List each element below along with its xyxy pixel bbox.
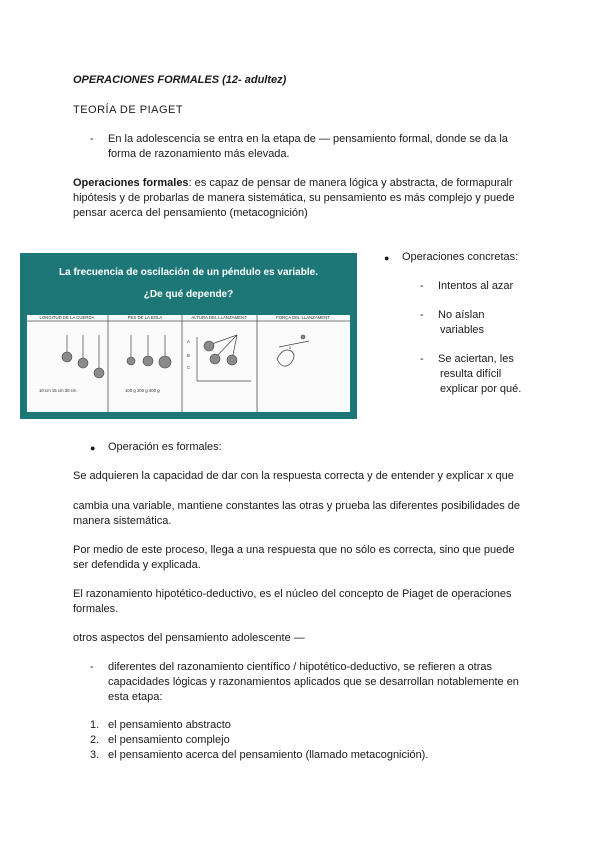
column-label-length: LONGITUD DE LA CUERDA (39, 315, 95, 320)
concrete-item-3-marker: - (420, 353, 424, 365)
figure-subtitle: ¿De qué depende? (143, 289, 234, 300)
column-label-force: FORÇA DEL LLANZAMENT (276, 315, 330, 320)
document-title: OPERACIONES FORMALES (12- adultez) (73, 74, 287, 86)
numbered-1-num: 1. (90, 719, 100, 731)
pendulum-diagram (27, 315, 350, 412)
column-label-weight: PES DE LA BOLA (127, 315, 163, 320)
pendulum-ball-400g (159, 356, 171, 368)
pendulum-ball-10cm (62, 352, 72, 362)
definition-line3: pensar acerca del pensamiento (metacognición) (73, 207, 308, 219)
label-b: B (187, 353, 190, 358)
paragraph-3-line2: ser defendida y explicada. (73, 559, 201, 571)
paragraph-2-line1: cambia una variable, mantiene constantes las otras y prueba las diferentes posibilidades de (73, 500, 520, 512)
concrete-item-3-line2: resulta difícil (440, 368, 502, 380)
pendulum-ball-200g (143, 356, 153, 366)
concrete-item-2-marker: - (420, 309, 424, 321)
concrete-item-2-line1: No aíslan (438, 309, 485, 321)
definition-text1: : es capaz de pensar de manera lógica y abstracta, de formapuralr (188, 177, 513, 189)
pendulum-ball-100g (127, 357, 135, 365)
label-c: C (187, 365, 191, 370)
intro-bullet-line1: En la adolescencia se entra en la etapa de — pensamiento formal, donde se da la (108, 133, 508, 145)
numbered-2-text: el pensamiento complejo (108, 734, 230, 746)
pendulum-ball-15cm (78, 358, 88, 368)
paragraph-4-line1: El razonamiento hipotético-deductivo, es el núcleo del concepto de Piaget de operaciones (73, 588, 512, 600)
concrete-item-2-line2: variables (440, 324, 485, 336)
concrete-item-1-marker: - (420, 280, 424, 292)
theory-heading: TEORÍA DE PIAGET (73, 104, 184, 116)
formal-bullet-icon: ● (90, 443, 96, 453)
paragraph-4-line2: formales. (73, 603, 119, 615)
concrete-bullet-icon: ● (384, 253, 390, 263)
concrete-item-3-line3: explicar por qué. (440, 383, 522, 395)
paragraph-5: otros aspectos del pensamiento adolescente — (73, 632, 305, 644)
label-x: x (289, 345, 292, 350)
intro-bullet-line2: forma de razonamiento más elevada. (108, 148, 290, 160)
pendulum-ball-a (204, 341, 214, 351)
concrete-item-3-line1: Se aciertan, les (438, 353, 514, 365)
numbered-3-text: el pensamiento acerca del pensamiento (llamado metacognición). (108, 749, 429, 761)
numbered-2-num: 2. (90, 734, 100, 746)
pendulum-ball-c (227, 355, 237, 365)
figure-panel (27, 315, 350, 412)
formal-heading: Operación es formales: (108, 441, 222, 453)
aspects-line3: esta etapa: (108, 691, 163, 703)
intro-bullet-marker: - (90, 133, 94, 145)
weight-caption: 100 g 200 g 400 g (125, 388, 160, 393)
pendulum-ball-b (210, 354, 220, 364)
paragraph-3-line1: Por medio de este proceso, llega a una respuesta que no sólo es correcta, sino que puede (73, 544, 515, 556)
definition-line1 (73, 175, 513, 191)
definition-line2: hipótesis y de probarlas de manera sistemática, su pensamiento es más complejo y puede (73, 192, 515, 204)
aspects-line1: diferentes del razonamiento científico / hipotético-deductivo, se refieren a otras (108, 661, 492, 673)
paragraph-1: Se adquieren la capacidad de dar con la respuesta correcta y de entender y explicar x que (73, 470, 514, 482)
paragraph-2-line2: manera sistemática. (73, 515, 172, 527)
aspects-bullet-marker: - (90, 661, 94, 673)
label-a: A (187, 339, 190, 344)
concrete-heading: Operaciones concretas: (402, 251, 519, 263)
aspects-line2: capacidades lógicas y razonamientos aplicados que se desarrollan notablemente en (108, 676, 519, 688)
pendulum-ball-force (301, 335, 305, 339)
hand-icon (277, 350, 294, 366)
figure-title: La frecuencia de oscilación de un péndulo es variable. (59, 267, 318, 278)
concrete-item-1: Intentos al azar (438, 280, 514, 292)
length-caption: 10 cm 15 cm 30 cm (39, 388, 77, 393)
column-label-height: ALTURA DEL LLANZAMENT (191, 315, 247, 320)
numbered-1-text: el pensamiento abstracto (108, 719, 231, 731)
pendulum-ball-30cm (94, 368, 104, 378)
definition-term: Operaciones formales (73, 177, 189, 189)
pendulum-figure (20, 253, 357, 419)
numbered-3-num: 3. (90, 749, 100, 761)
